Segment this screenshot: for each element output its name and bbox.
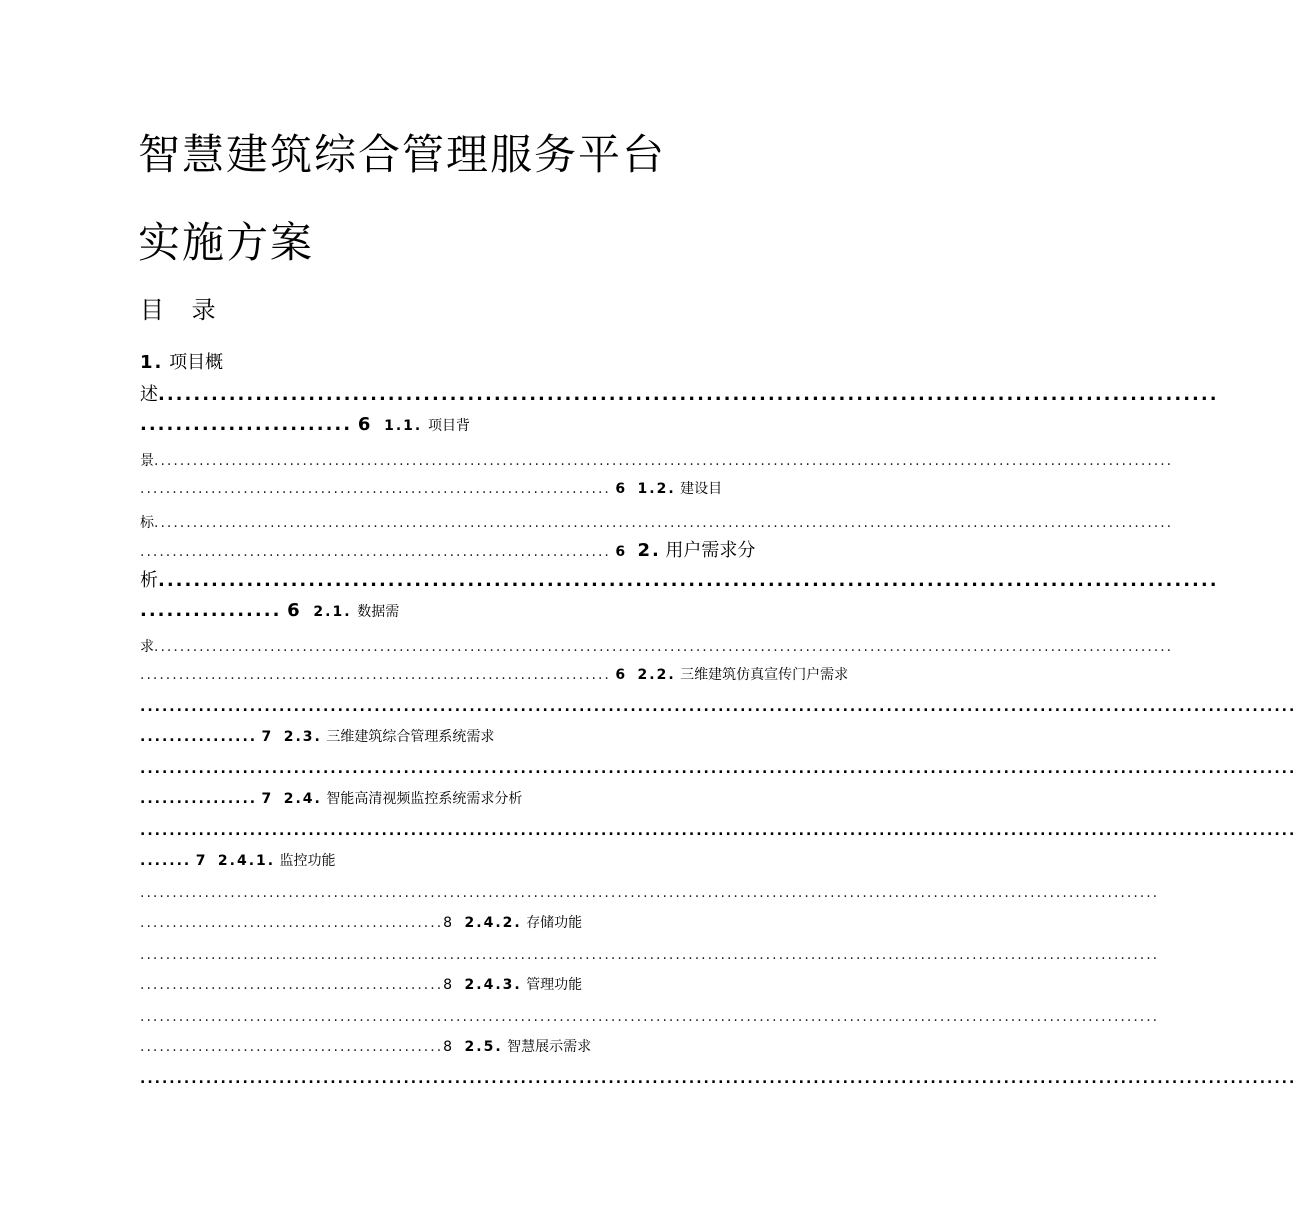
- toc-text: 标: [140, 515, 154, 531]
- toc-number: 2.4.: [283, 791, 322, 807]
- toc-leader-dots: ................: [140, 600, 282, 621]
- toc-leader-dots: .........................................................................: [140, 667, 611, 683]
- toc-text: 监控功能: [279, 853, 336, 869]
- toc-entry-2-4-1[interactable]: [140, 882, 1160, 904]
- toc-leader-dots: ...............................................: [140, 915, 444, 931]
- toc-entry-2-3-page[interactable]: [140, 788, 808, 810]
- toc-leader-dots: ...............................................: [140, 977, 444, 993]
- toc-page-number: 6: [615, 544, 626, 560]
- toc-text: 智能高清视频监控系统需求分析: [326, 791, 523, 807]
- toc-page-number: 8: [443, 915, 453, 931]
- toc-page-number: 7: [261, 729, 272, 745]
- toc-number: 1.1.: [384, 418, 423, 434]
- toc-entry-1-2[interactable]: [140, 512, 1174, 534]
- toc-leader-dots: .........................................................................: [140, 481, 611, 497]
- toc-text: 述: [140, 384, 158, 405]
- toc-number: 2.4.3.: [464, 977, 522, 993]
- toc-entry-2-3[interactable]: [140, 758, 1296, 780]
- toc-number: 2.1.: [313, 604, 352, 620]
- toc-leader-dots: ..............................................................................................................................................................: [140, 1009, 1160, 1025]
- toc-entry-2-4-3-page[interactable]: [140, 1036, 808, 1058]
- toc-text: 项目背: [427, 418, 470, 434]
- toc-leader-dots: .........................................................................: [140, 544, 611, 560]
- toc-entry-1[interactable]: [140, 352, 808, 374]
- toc-entry-2-4-page[interactable]: [140, 850, 808, 872]
- toc-leader-dots: .......: [140, 853, 192, 869]
- toc-page-number: 7: [261, 791, 272, 807]
- toc-entry-2-4-2[interactable]: [140, 944, 1160, 966]
- toc-leader-dots: ..............................................................................................................................................................: [140, 947, 1160, 963]
- toc-entry-1-1[interactable]: [140, 450, 1174, 472]
- toc-text: 项目概: [169, 352, 224, 373]
- document-title-line-2: 实施方案: [138, 218, 315, 267]
- toc-entry-2-1[interactable]: [140, 636, 1174, 658]
- toc-leader-dots: ..............................................................................................................................................................: [140, 885, 1160, 901]
- toc-number: 2.5.: [464, 1039, 503, 1055]
- toc-number: 1.2.: [637, 481, 676, 497]
- toc-leader-dots: ........................................................................................................................: [158, 570, 1219, 591]
- document-title-line-1: 智慧建筑综合管理服务平台: [138, 130, 667, 179]
- toc-leader-dots: ..............................................................................................................................................................: [154, 453, 1174, 469]
- toc-text: 用户需求分: [665, 540, 756, 561]
- toc-entry-2-4-3[interactable]: [140, 1006, 1160, 1028]
- toc-entry-1-page[interactable]: [140, 414, 808, 437]
- toc-heading: 目 录: [140, 296, 226, 324]
- toc-entry-2-page[interactable]: [140, 600, 808, 623]
- toc-entry-1-leader[interactable]: [140, 384, 1219, 406]
- toc-page-number: 8: [443, 977, 453, 993]
- toc-entry-1-1-page[interactable]: [140, 478, 808, 500]
- toc-number: 1.: [140, 352, 164, 373]
- toc-page-number: 6: [287, 600, 300, 621]
- toc-text: 求: [140, 639, 154, 655]
- toc-entry-2-4-2-page[interactable]: [140, 974, 808, 996]
- toc-page-number: 6: [615, 481, 626, 497]
- toc-leader-dots: ........................: [140, 414, 353, 435]
- toc-entry-2-4[interactable]: [140, 820, 1296, 842]
- toc-text: 存储功能: [526, 915, 583, 931]
- toc-page-number: 7: [195, 853, 206, 869]
- toc-page-number: 6: [357, 414, 371, 435]
- toc-entry-2-5[interactable]: [140, 1068, 1296, 1090]
- toc-text: 三维建筑仿真宣传门户需求: [680, 667, 849, 683]
- toc-number: 2.: [637, 540, 661, 561]
- toc-number: 2.4.1.: [217, 853, 276, 869]
- toc-entry-2-4-1-page[interactable]: [140, 912, 808, 934]
- toc-leader-dots: ..............................................................................................................................................................: [154, 639, 1174, 655]
- toc-entry-2-2-page[interactable]: [140, 726, 808, 748]
- toc-page-number: 8: [443, 1039, 453, 1055]
- toc-leader-dots: ........................................................................................................................: [158, 384, 1219, 405]
- toc-number: 2.2.: [637, 667, 676, 683]
- toc-leader-dots: ..............................................................................................................................................................: [154, 515, 1174, 531]
- toc-page-number: 6: [615, 667, 626, 683]
- toc-leader-dots: ................: [140, 791, 258, 807]
- toc-leader-dots: ..............................................................................................................................................................: [140, 823, 1296, 839]
- toc-text: 建设目: [680, 481, 723, 497]
- toc-entry-1-2-page[interactable]: [140, 540, 808, 563]
- toc-leader-dots: ..............................................................................................................................................................: [140, 699, 1296, 715]
- toc-number: 2.4.2.: [464, 915, 522, 931]
- toc-entry-2-2[interactable]: [140, 696, 1296, 718]
- toc-text: 智慧展示需求: [507, 1039, 592, 1055]
- toc-number: 2.3.: [283, 729, 322, 745]
- toc-leader-dots: ..............................................................................................................................................................: [140, 761, 1296, 777]
- toc-entry-2-1-page[interactable]: [140, 664, 849, 686]
- toc-leader-dots: ..............................................................................................................................................................: [140, 1071, 1296, 1087]
- toc-text: 三维建筑综合管理系统需求: [326, 729, 495, 745]
- toc-text: 管理功能: [526, 977, 583, 993]
- toc-text: 景: [140, 453, 154, 469]
- toc-entry-2[interactable]: [140, 570, 1219, 592]
- toc-leader-dots: ................: [140, 729, 258, 745]
- toc-text: 数据需: [357, 604, 400, 620]
- toc-text: 析: [140, 570, 158, 591]
- toc-leader-dots: ...............................................: [140, 1039, 444, 1055]
